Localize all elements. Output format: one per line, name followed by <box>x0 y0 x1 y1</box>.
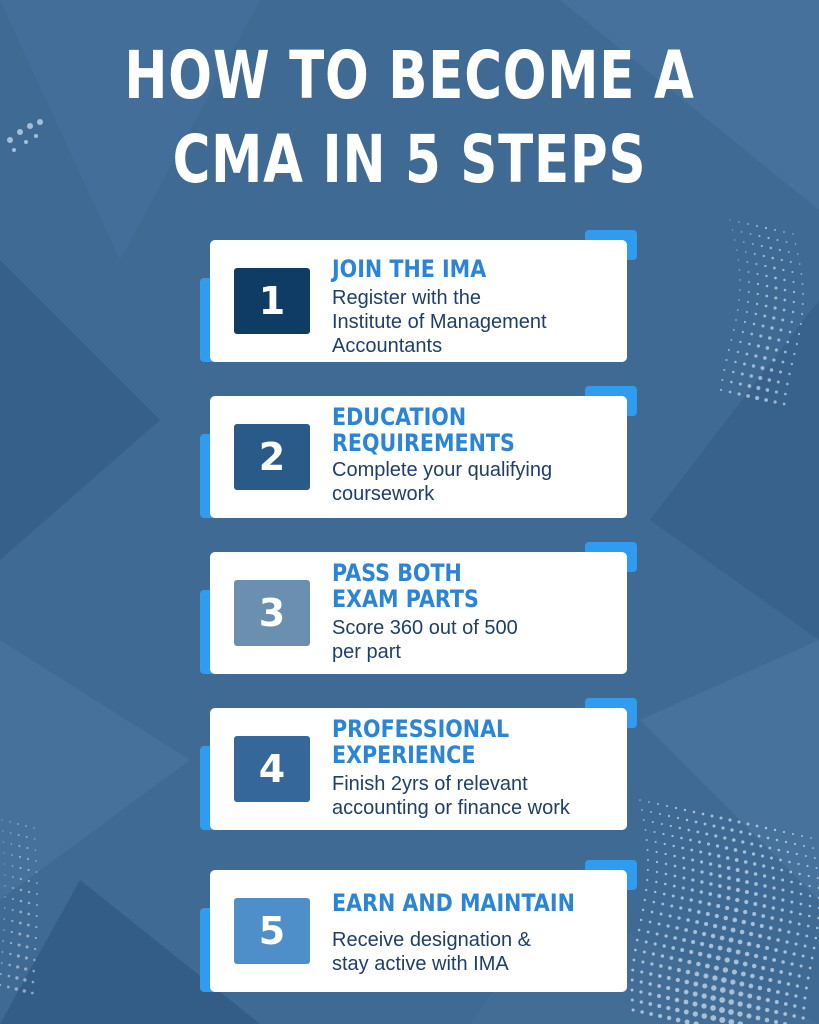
card-panel <box>210 708 627 830</box>
step-heading: EARN AND MAINTAIN <box>332 889 575 917</box>
step-card-4 <box>200 698 640 836</box>
step-number-badge: 3 <box>234 580 310 646</box>
step-description: Score 360 out of 500 per part <box>332 617 518 663</box>
page-title-line-2: CMA IN 5 STEPS <box>172 121 647 198</box>
step-number-badge: 1 <box>234 268 310 334</box>
dot-pattern-left <box>7 119 43 152</box>
step-card-5 <box>200 860 640 998</box>
step-heading: JOIN THE IMA <box>332 255 487 283</box>
step-heading: PROFESSIONAL EXPERIENCE <box>332 715 510 769</box>
step-number-badge: 5 <box>234 898 310 964</box>
step-card-1 <box>200 230 640 368</box>
card-panel <box>210 240 627 362</box>
step-description: Finish 2yrs of relevant accounting or finance work <box>332 773 570 819</box>
step-number-badge: 2 <box>234 424 310 490</box>
step-description: Register with the Institute of Management Accountants <box>332 287 547 357</box>
card-panel <box>210 870 627 992</box>
card-panel <box>210 396 627 518</box>
page-title-line-1: HOW TO BECOME A <box>124 37 695 114</box>
step-heading: PASS BOTH EXAM PARTS <box>332 559 479 613</box>
step-card-2 <box>200 386 640 524</box>
step-number-badge: 4 <box>234 736 310 802</box>
step-card-3 <box>200 542 640 680</box>
step-description: Complete your qualifying coursework <box>332 459 553 505</box>
card-panel <box>210 552 627 674</box>
step-heading: EDUCATION REQUIREMENTS <box>332 403 515 457</box>
step-description: Receive designation & stay active with IMA <box>332 929 532 975</box>
